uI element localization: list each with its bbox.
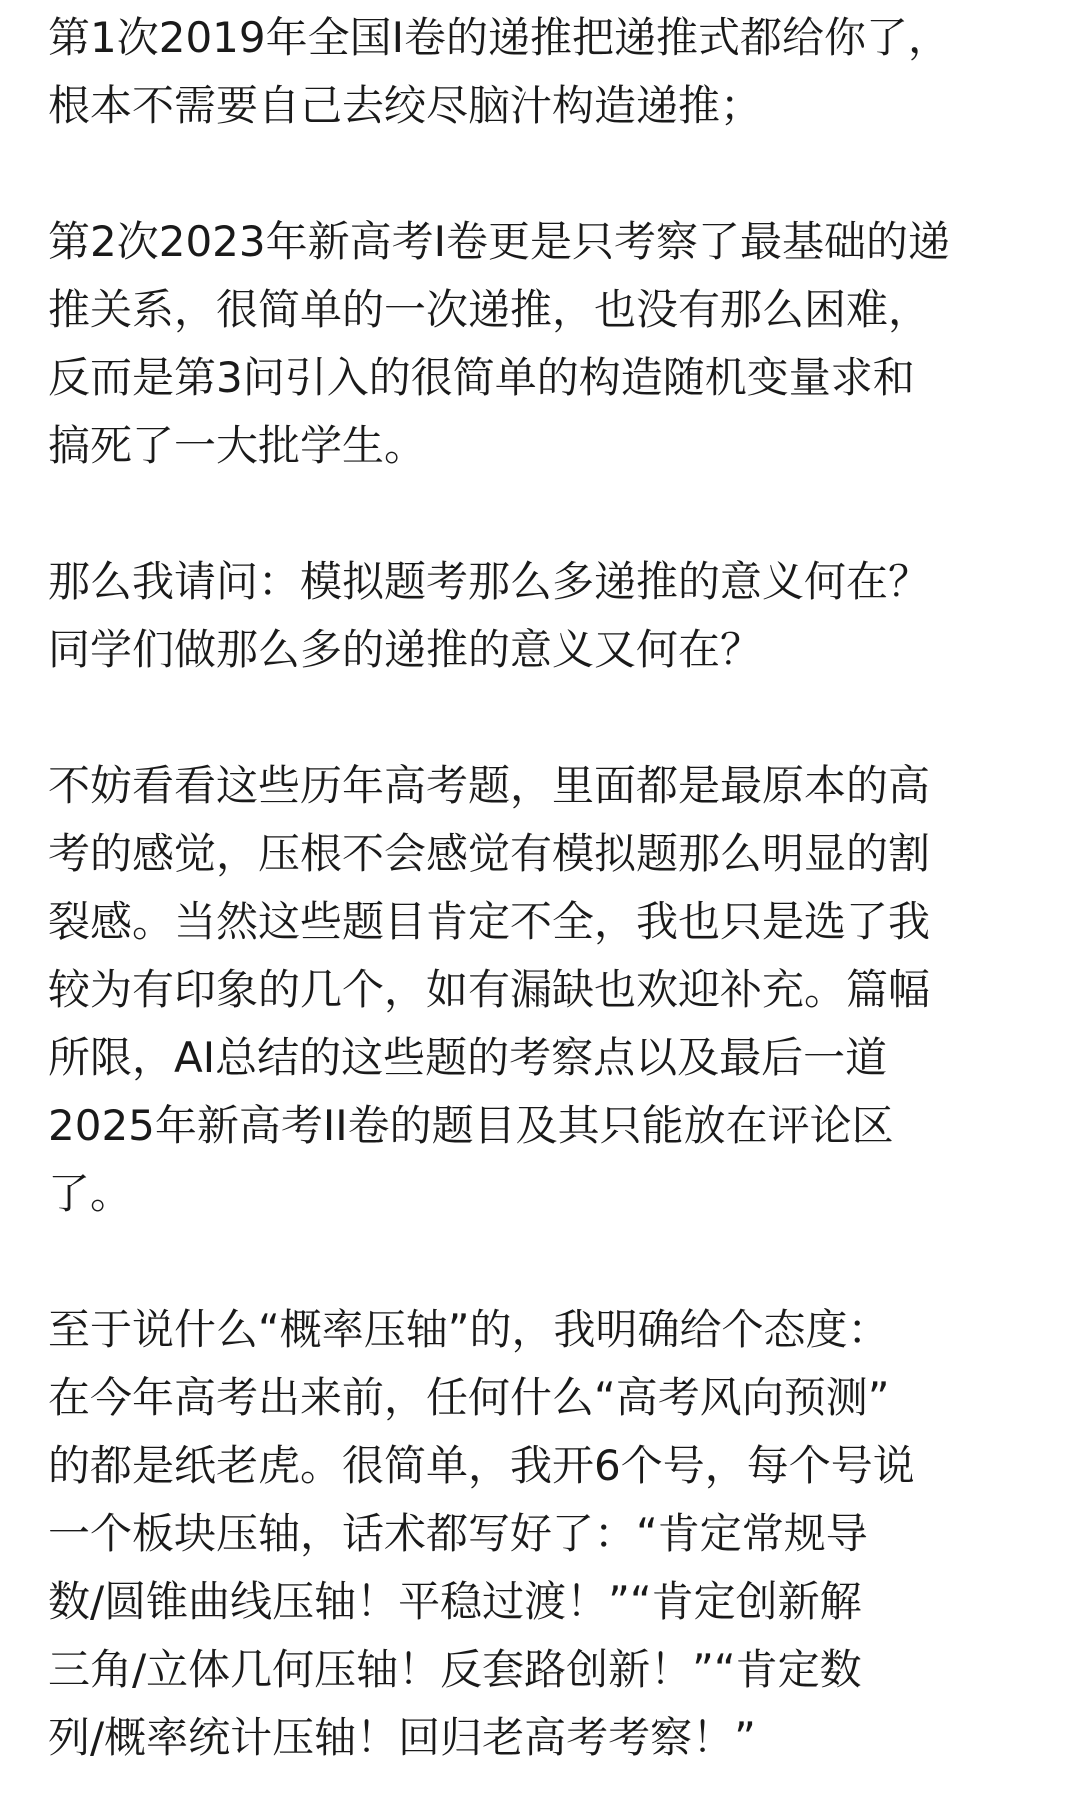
text-line: 一个板块压轴，话术都写好了：“肯定常规导	[48, 1509, 868, 1558]
text-line: 较为有印象的几个，如有漏缺也欢迎补充。篇幅	[48, 965, 931, 1014]
text-line: 在今年高考出来前，任何什么“高考风向预测”	[48, 1373, 890, 1422]
text-line: 所限，AI总结的这些题的考察点以及最后一道	[48, 1033, 888, 1082]
paragraph-2	[48, 208, 1038, 480]
text-line: 列/概率统计压轴！回归老高考考察！”	[48, 1713, 756, 1762]
text-line: 搞死了一大批学生。	[48, 421, 427, 470]
text-line: 不妨看看这些历年高考题，里面都是最原本的高	[48, 761, 931, 810]
text-line: 根本不需要自己去绞尽脑汁构造递推；	[48, 81, 763, 130]
paragraph-5	[48, 1296, 1038, 1772]
article-body	[48, 4, 1038, 1772]
text-line: 裂感。当然这些题目肯定不全，我也只是选了我	[48, 897, 931, 946]
paragraph-4	[48, 752, 1038, 1228]
text-line: 同学们做那么多的递推的意义又何在？	[48, 625, 763, 674]
text-line: 第1次2019年全国I卷的递推把递推式都给你了，	[48, 13, 950, 62]
text-line: 那么我请问：模拟题考那么多递推的意义何在？	[48, 557, 931, 606]
text-line: 的都是纸老虎。很简单，我开6个号，每个号说	[48, 1441, 915, 1490]
text-line: 考的感觉，压根不会感觉有模拟题那么明显的割	[48, 829, 931, 878]
text-line: 数/圆锥曲线压轴！平稳过渡！”“肯定创新解	[48, 1577, 862, 1626]
text-line: 至于说什么“概率压轴”的，我明确给个态度：	[48, 1305, 890, 1354]
paragraph-1	[48, 4, 1038, 140]
text-line: 2025年新高考II卷的题目及其只能放在评论区	[48, 1101, 894, 1150]
paragraph-3	[48, 548, 1038, 684]
text-line: 了。	[48, 1169, 133, 1218]
text-line: 三角/立体几何压轴！反套路创新！”“肯定数	[48, 1645, 862, 1694]
text-line: 推关系，很简单的一次递推，也没有那么困难，	[48, 285, 931, 334]
text-line: 第2次2023年新高考I卷更是只考察了最基础的递	[48, 217, 950, 266]
text-line: 反而是第3问引入的很简单的构造随机变量求和	[48, 353, 915, 402]
